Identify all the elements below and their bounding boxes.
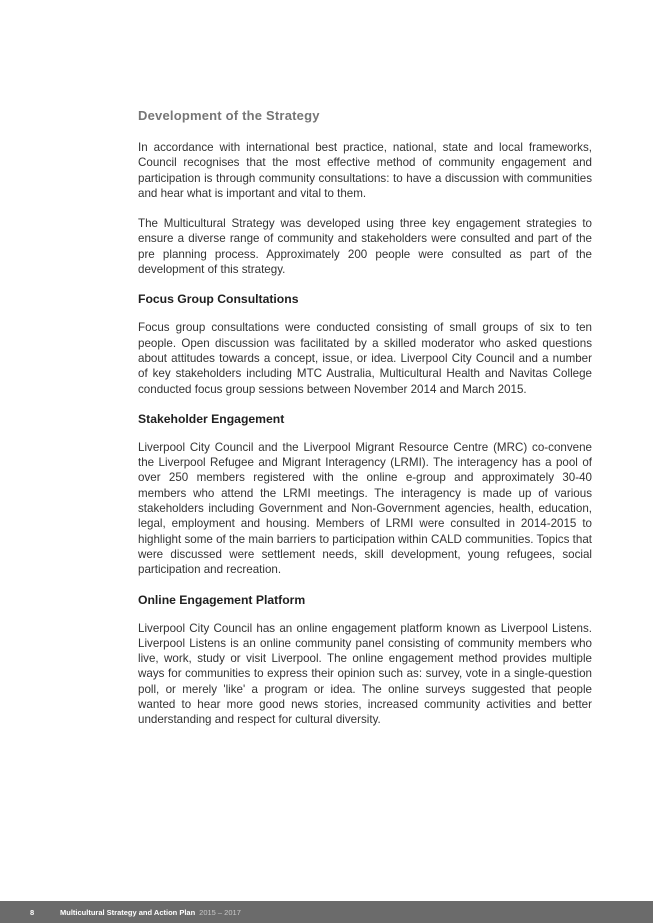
section-text-online: Liverpool City Council has an online engagement platform known as Liverpool Listens. Liverpool Listens is an online community panel consisting of community members who live, work, study or visit Liverpool. The online engagement method provides multiple ways for communities to express their opinion such as: survey, vote in a single-question poll, or merely 'like' a program or idea. The online surveys suggested that people wanted to hear more good news stories, increased community activities and better understanding and respect for cultural diversity. [138, 621, 592, 727]
footer-doc-years: 2015 – 2017 [199, 907, 241, 917]
section-text-focus-group: Focus group consultations were conducted consisting of small groups of six to ten people. Open discussion was facilitated by a skilled moderator who asked questions about attitudes towards a concept, issue, or idea. Liverpool City Council and a number of key stakeholders including MTC Australia, Multicultural Health and Navitas College conducted focus group sessions between November 2014 and March 2015. [138, 321, 592, 396]
footer-doc-title: Multicultural Strategy and Action Plan [60, 907, 196, 917]
intro-paragraph-2: The Multicultural Strategy was developed using three key engagement strategies to ensure a diverse range of community and stakeholders were consulted and part of the pre planning process. Approximately 200 people were consulted as part of the development of this strategy. [138, 217, 592, 277]
section-heading-focus-group: Focus Group Consultations [138, 292, 299, 307]
section-heading-online: Online Engagement Platform [138, 592, 306, 607]
page-number: 8 [30, 907, 35, 917]
intro-paragraph-1: In accordance with international best practice, national, state and local frameworks, Council recognises that the most effective method of community engagement and participation is through community consultations: to have a discussion with communities and hear what is important and vital to them. [138, 141, 592, 200]
page-content [138, 108, 592, 743]
section-heading-stakeholder: Stakeholder Engagement [138, 411, 285, 426]
page-footer [0, 901, 653, 923]
page-title: Development of the Strategy [138, 108, 320, 123]
section-text-stakeholder: Liverpool City Council and the Liverpool Migrant Resource Centre (MRC) co-convene the Liverpool Refugee and Migrant Interagency (LRMI). The interagency has a pool of over 250 members registered with the online e-group and approximately 30-40 members who attend the LRMI meetings. The interagency is made up of various stakeholders including Government and Non-Government agencies, health, education, legal, employment and housing. Members of LRMI were consulted in 2014-2015 to highlight some of the main barriers to participation within CALD communities. Topics that were discussed were settlement needs, skill development, young refugees, social participation and recreation. [138, 440, 592, 577]
